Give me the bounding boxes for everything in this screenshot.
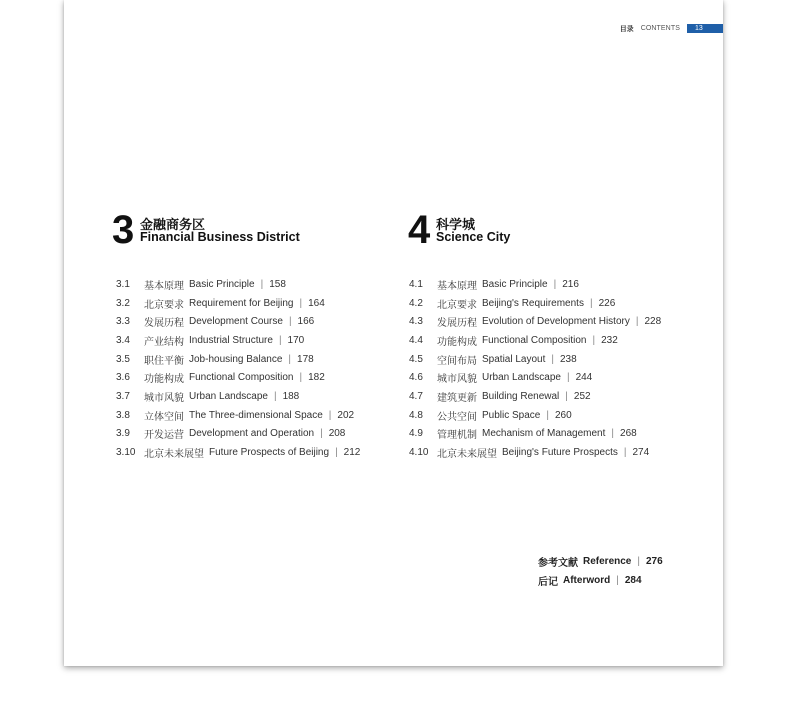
section-title-en: Requirement for Beijing — [189, 297, 294, 309]
section-title-cn: 基本原理 — [144, 280, 184, 292]
section-number: 3.4 — [116, 334, 130, 346]
section-number: 3.9 — [116, 428, 130, 440]
section-page: 178 — [297, 353, 314, 365]
toc-entry — [116, 443, 360, 462]
separator-bar: | — [637, 556, 640, 567]
section-page: 216 — [562, 278, 579, 290]
section-title-cn: 职住平衡 — [144, 355, 184, 367]
section-title-cn: 北京未来展望 — [437, 449, 497, 461]
section-title-en: Mechanism of Management — [482, 428, 606, 440]
separator-bar: | — [566, 372, 570, 384]
chapter-title-cn: 科学城 — [436, 217, 476, 232]
separator-bar: | — [546, 409, 549, 421]
separator-bar: | — [551, 353, 554, 365]
back-matter-title-en: Reference — [583, 556, 632, 567]
section-page: 226 — [598, 297, 616, 309]
separator-bar: | — [616, 575, 619, 586]
toc-entry — [116, 331, 360, 350]
back-matter-page: 276 — [645, 556, 663, 567]
toc-entry — [409, 368, 661, 387]
section-number: 4.4 — [409, 334, 423, 346]
section-title-en: Development and Operation — [189, 428, 315, 440]
section-title-en: Beijing's Requirements — [482, 297, 584, 309]
separator-bar: | — [288, 353, 292, 365]
section-page: 274 — [632, 447, 650, 459]
section-title-en: Beijing's Future Prospects — [502, 447, 618, 459]
chapter-number: 3 — [112, 208, 135, 252]
running-head — [620, 24, 723, 33]
back-matter-entry — [538, 552, 663, 571]
section-title-cn: 北京要求 — [144, 299, 184, 311]
toc-entry — [116, 406, 360, 425]
separator-bar: | — [589, 297, 593, 309]
section-page: 252 — [573, 390, 591, 402]
toc-entry — [116, 350, 360, 369]
section-page: 232 — [601, 334, 618, 346]
section-title-cn: 功能构成 — [437, 336, 477, 348]
toc-entry — [116, 425, 360, 444]
back-matter-list — [538, 552, 663, 590]
section-page: 202 — [337, 409, 355, 421]
toc-entry — [409, 443, 661, 462]
toc-entry — [409, 312, 661, 331]
section-number: 3.10 — [116, 447, 136, 459]
section-number: 3.5 — [116, 353, 130, 365]
toc-entry — [409, 425, 661, 444]
section-number: 3.3 — [116, 316, 130, 328]
section-page: 244 — [575, 372, 593, 384]
section-title-en: Public Space — [482, 409, 541, 421]
toc-entry — [409, 331, 661, 350]
section-title-cn: 发展历程 — [144, 318, 184, 330]
section-title-en: The Three-dimensional Space — [189, 409, 323, 421]
section-number: 3.7 — [116, 390, 130, 402]
separator-bar: | — [335, 447, 338, 459]
section-page: 188 — [282, 390, 300, 402]
page-number: 13 — [687, 24, 723, 33]
section-title-cn: 空间布局 — [437, 355, 477, 367]
section-title-en: Urban Landscape — [482, 372, 561, 384]
back-matter-title-en: Afterword — [563, 575, 611, 586]
section-page: 238 — [560, 353, 577, 365]
section-title-cn: 北京未来展望 — [144, 449, 204, 461]
section-page: 228 — [644, 316, 662, 328]
section-number: 4.2 — [409, 297, 423, 309]
chapter-title-cn: 金融商务区 — [140, 217, 206, 232]
section-title-cn: 开发运营 — [144, 430, 184, 442]
separator-bar: | — [320, 428, 323, 440]
chapter-3-toc — [116, 275, 360, 462]
separator-bar: | — [260, 278, 264, 290]
back-matter-title-cn: 参考文献 — [538, 558, 578, 569]
section-page: 158 — [269, 278, 286, 290]
section-title-cn: 立体空间 — [144, 411, 184, 423]
section-title-cn: 城市风貌 — [144, 392, 184, 404]
toc-entry — [116, 387, 360, 406]
section-title-cn: 城市风貌 — [437, 374, 477, 386]
section-number: 4.5 — [409, 353, 423, 365]
section-number: 4.1 — [409, 278, 423, 290]
section-title-en: Spatial Layout — [482, 353, 546, 365]
separator-bar: | — [299, 297, 303, 309]
section-title-en: Functional Composition — [482, 334, 587, 346]
section-page: 182 — [308, 372, 325, 384]
section-number: 4.8 — [409, 409, 423, 421]
separator-bar: | — [278, 334, 282, 346]
section-number: 4.10 — [409, 447, 429, 459]
separator-bar: | — [611, 428, 615, 440]
toc-entry — [409, 387, 661, 406]
toc-entry — [116, 294, 360, 313]
running-head-en: CONTENTS — [640, 25, 680, 32]
chapter-title-en: Science City — [436, 230, 511, 244]
toc-entry — [116, 275, 360, 294]
section-title-en: Functional Composition — [189, 372, 294, 384]
section-page: 212 — [343, 447, 361, 459]
running-head-cn: 目录 — [619, 25, 634, 33]
separator-bar: | — [623, 447, 627, 459]
separator-bar: | — [565, 390, 568, 402]
section-number: 3.1 — [116, 278, 130, 290]
back-matter-title-cn: 后记 — [538, 577, 558, 588]
section-number: 4.6 — [409, 372, 423, 384]
toc-entry — [409, 350, 661, 369]
section-page: 166 — [297, 316, 315, 328]
toc-entry — [116, 368, 360, 387]
section-page: 260 — [554, 409, 572, 421]
section-title-en: Basic Principle — [482, 278, 548, 290]
section-number: 4.7 — [409, 390, 423, 402]
section-title-cn: 建筑更新 — [437, 392, 477, 404]
separator-bar: | — [299, 372, 303, 384]
section-page: 208 — [328, 428, 346, 440]
section-number: 3.8 — [116, 409, 130, 421]
book-page — [64, 0, 723, 666]
section-title-en: Basic Principle — [189, 278, 255, 290]
chapter-number: 4 — [408, 208, 431, 252]
section-title-en: Building Renewal — [482, 390, 560, 402]
section-title-cn: 北京要求 — [437, 299, 477, 311]
separator-bar: | — [328, 409, 332, 421]
section-number: 3.6 — [116, 372, 130, 384]
chapter-4-toc — [409, 275, 661, 462]
section-title-cn: 功能构成 — [144, 374, 184, 386]
chapter-title-en: Financial Business District — [140, 230, 300, 244]
chapter-3-heading — [112, 208, 372, 252]
separator-bar: | — [592, 334, 596, 346]
section-page: 164 — [308, 297, 325, 309]
section-number: 4.3 — [409, 316, 423, 328]
section-title-en: Job-housing Balance — [189, 353, 283, 365]
back-matter-entry — [538, 571, 663, 590]
section-title-en: Industrial Structure — [189, 334, 273, 346]
back-matter-page: 284 — [624, 575, 642, 586]
section-number: 3.2 — [116, 297, 130, 309]
separator-bar: | — [635, 316, 639, 328]
section-title-cn: 发展历程 — [437, 318, 477, 330]
section-title-cn: 管理机制 — [437, 430, 477, 442]
section-title-en: Development Course — [189, 316, 283, 328]
toc-entry — [409, 294, 661, 313]
section-title-en: Future Prospects of Beijing — [209, 447, 330, 459]
section-title-en: Urban Landscape — [189, 390, 268, 402]
section-title-cn: 公共空间 — [437, 411, 477, 423]
section-title-en: Evolution of Development History — [482, 316, 630, 328]
separator-bar: | — [288, 316, 292, 328]
separator-bar: | — [553, 278, 557, 290]
toc-entry — [116, 312, 360, 331]
separator-bar: | — [273, 390, 277, 402]
toc-entry — [409, 406, 661, 425]
chapter-4-heading — [408, 208, 608, 252]
section-title-cn: 产业结构 — [144, 336, 184, 348]
toc-entry — [409, 275, 661, 294]
section-title-cn: 基本原理 — [437, 280, 477, 292]
section-page: 170 — [287, 334, 305, 346]
section-page: 268 — [620, 428, 637, 440]
section-number: 4.9 — [409, 428, 423, 440]
